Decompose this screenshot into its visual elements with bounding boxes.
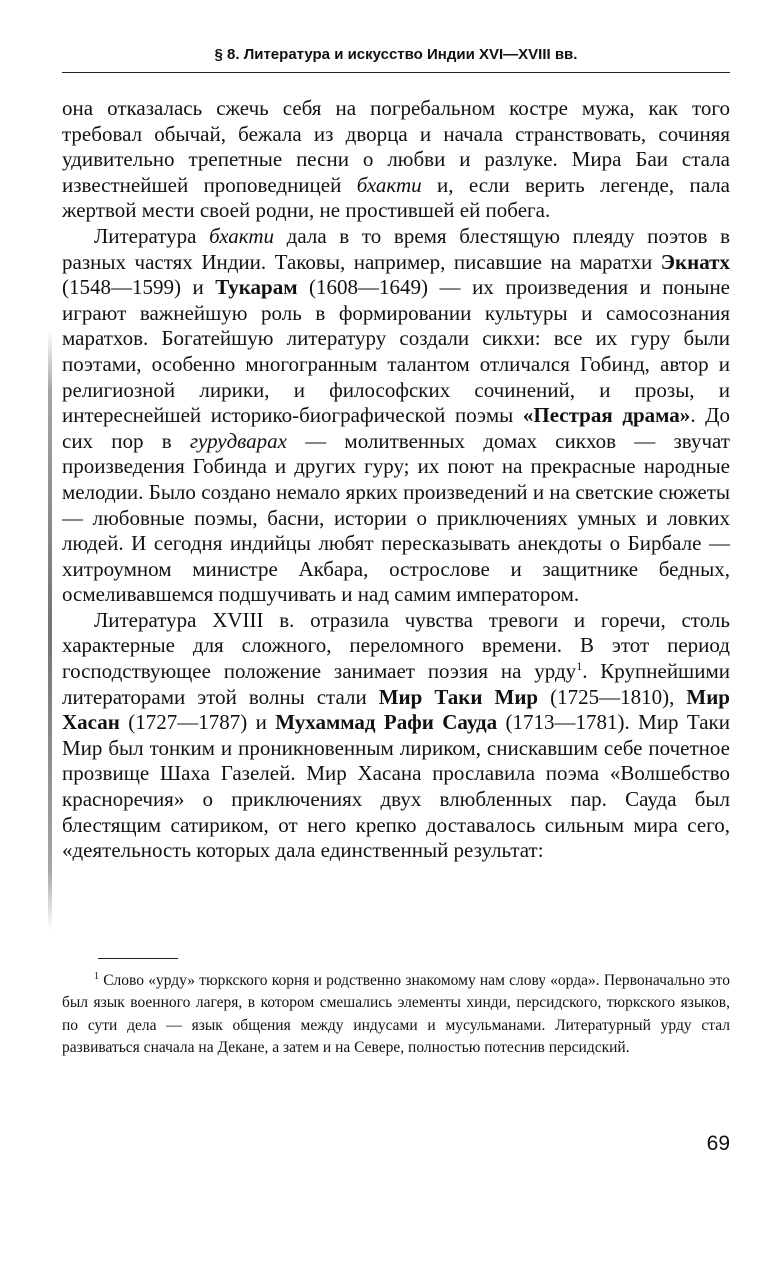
name-eknath: Экнатх bbox=[660, 249, 730, 274]
header-rule bbox=[62, 72, 730, 73]
name-tukaram: Тукарам bbox=[215, 275, 298, 300]
paragraph-2: Литература бхакти дала в то время блестящую плеяду поэтов в разных частях Индии. Таковы, например, писавшие на маратхи Экнатх (1548—1599) и Тукарам (1608—1649) — их произведения и поныне играют важнейшую роль в формировании культуры и самосознания маратхов. Богатейшую литературу создали сикхи: все их гуру были поэтами, особенно многогранным талантом отличался Гобинд, автор и религиозной лирики, и философских сочинений, и прозы, и интереснейшей историко-биографической поэмы «Пестрая драма». До сих пор в гурудварах — молитвенных домах сикхов — звучат произведения Гобинда и других гуру; их поют на прекрасные народные мелодии. Было создано немало ярких произведений и на светские сюжеты — любовные поэмы, басни, истории о приключениях умных и ловких людей. И сегодня индийцы любят пересказывать анекдоты о Бирбале — хитроумном министре Акбара, острослове и защитнике бедных, осмеливавшемся подшучивать и над самим императором. bbox=[62, 223, 731, 607]
page-number: 69 bbox=[706, 1132, 730, 1155]
footnote bbox=[62, 970, 730, 1060]
running-header: § 8. Литература и искусство Индии XVI—XVIII вв. bbox=[214, 46, 578, 63]
paragraph-3: Литература XVIII в. отразила чувства тревоги и горечи, столь характерные для сложного, переломного времени. В этот период господствующее положение занимает поэзия на урду$^1$. Крупнейшими литераторами этой волны стали Мир Таки Мир (1725—1810), Мир Хасан (1727—1787) и Мухаммад Рафи Сауда (1713—1781). Мир Таки Мир был тонким и проникновенным лириком, снискавшим себе почетное прозвище Шаха Газелей. Мир Хасана прославила поэма «Волшебство красноречия» о приключениях двух влюбленных пар. Сауда был блестящим сатириком, от него крепко доставалось сильным мира сего, «деятельность которых дала единственный результат: bbox=[62, 607, 730, 863]
main-text bbox=[62, 96, 730, 864]
term-gurdwara: гурудварах bbox=[189, 428, 287, 453]
footnote-text: Слово «урду» тюркского корня и родственно знакомому нам слову «орда». Первоначально это был язык военного лагеря, в котором смешались элементы хинди, персидского, тюркского языков, по сути дела — язык общения между индусами и мусульманами. Литературный урду стал развиваться сначала на Декане, а затем и на Севере, полностью потеснив персидский. bbox=[62, 972, 730, 1057]
name-mir-hasan: Мир Хасан bbox=[62, 684, 730, 735]
scan-shadow-edge bbox=[48, 330, 52, 930]
work-title-pestraya-drama: «Пестрая драма» bbox=[522, 403, 691, 428]
name-mir-taki-mir: Мир Таки Мир bbox=[378, 684, 539, 709]
term-bhakti-2: бхакти bbox=[209, 223, 275, 248]
footnote-number: 1 bbox=[94, 970, 99, 982]
footnote-rule bbox=[98, 958, 178, 959]
footnote-mark: 1 bbox=[576, 659, 583, 674]
term-bhakti: бхакти bbox=[356, 172, 422, 197]
name-sauda: Мухаммад Рафи Сауда bbox=[275, 710, 498, 735]
paragraph-1: она отказалась сжечь себя на погребальном костре мужа, как того требовал обычай, бежала из дворца и начала странствовать, сочиняя удивительно трепетные песни о любви и разлуке. Мира Баи стала известнейшей проповедницей бхакти и, если верить легенде, пала жертвой мести своей родни, не простившей ей побега. bbox=[62, 96, 730, 223]
